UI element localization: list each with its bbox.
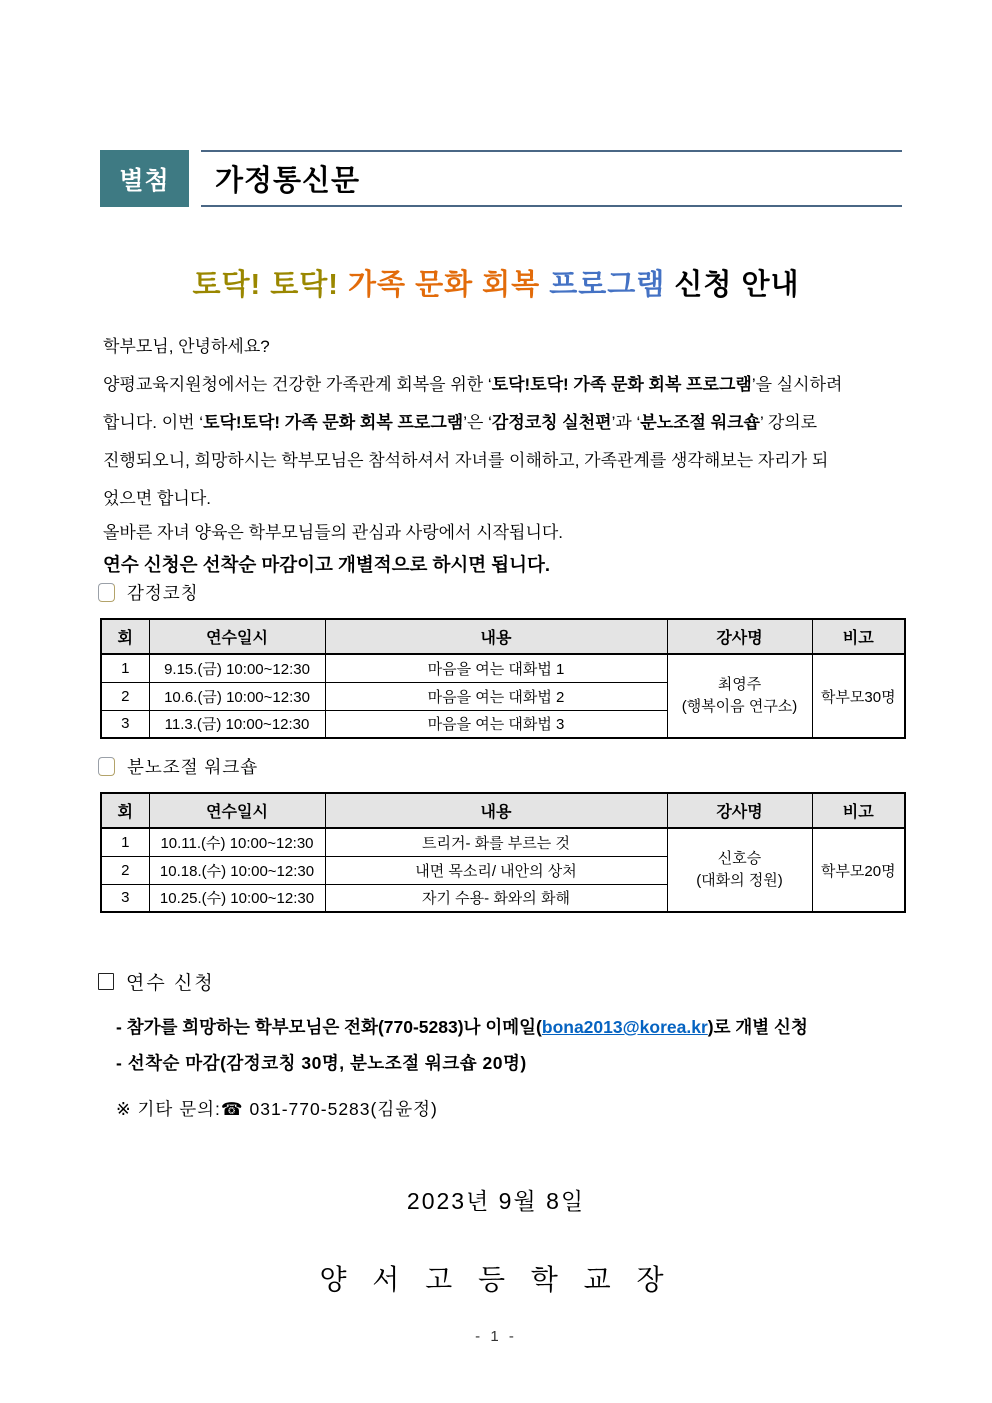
body-line-1: [103, 328, 912, 366]
body-line-6-text: 올바른 자녀 양육은 학부모님들의 관심과 사랑에서 시작됩니다.: [103, 523, 564, 542]
table-cell: 2: [101, 682, 149, 710]
instructor-name: 신호승: [717, 850, 762, 867]
apply-line-seg-a: - 참가를 희망하는 학부모님은 전화(770-5283)나 이메일(: [116, 1017, 542, 1037]
instructor-org: (행복이음 연구소): [681, 698, 798, 715]
body-text: [103, 328, 912, 582]
col-header-instructor: 강사명: [667, 793, 812, 828]
contact-note-text: ※ 기타 문의:☎ 031-770-5283(김윤정): [116, 1099, 438, 1119]
table-row: [101, 654, 905, 682]
table-cell: 11.3.(금) 10:00~12:30: [149, 710, 325, 738]
table-cell: 10.18.(수) 10:00~12:30: [149, 856, 325, 884]
email-link[interactable]: bona2013@korea.kr: [541, 1017, 708, 1037]
note-cell: 학부모20명: [812, 828, 905, 912]
col-header-instructor: 강사명: [667, 619, 812, 654]
body-line-1-text: 학부모님, 안녕하세요?: [103, 337, 270, 356]
body-line-7: [103, 548, 912, 582]
table-cell: 마음을 여는 대화법 3: [325, 710, 667, 738]
table-cell: 1: [101, 828, 149, 856]
title-part-orange: 가족 문화 회복: [348, 269, 550, 301]
body-line-4-text: 진행되오니, 희망하시는 학부모님은 참석하셔서 자녀를 이해하고, 가족관계를 생각해보는 자리가 되: [103, 451, 829, 470]
table-cell: 10.6.(금) 10:00~12:30: [149, 682, 325, 710]
body-line-3-seg-c: ’은 ‘: [463, 413, 492, 432]
page-number: - 1 -: [475, 1328, 517, 1345]
col-header-datetime: 연수일시: [149, 793, 325, 828]
anger-workshop-table: [100, 792, 906, 913]
checkbox-icon: [98, 583, 115, 602]
instructor-org: (대화의 정원): [696, 872, 783, 889]
checkbox-icon: [98, 757, 115, 776]
table-cell: 2: [101, 856, 149, 884]
section-emotion-coaching: [98, 580, 199, 605]
instructor-name: 최영주: [717, 676, 762, 693]
col-header-datetime: 연수일시: [149, 619, 325, 654]
header-title-band: [201, 150, 902, 207]
title-part-olive: 토닥! 토닥!: [192, 269, 348, 301]
page-title: [0, 262, 992, 303]
table-cell: 10.11.(수) 10:00~12:30: [149, 828, 325, 856]
table-header-row: [101, 793, 905, 828]
body-line-2-seg-bold: 토닥!토닥! 가족 문화 회복 프로그램: [491, 375, 752, 394]
col-header-content: 내용: [325, 619, 667, 654]
emotion-coaching-table: [100, 618, 906, 739]
body-line-2-seg-a: 양평교육지원청에서는 건강한 가족관계 회복을 위한 ‘: [103, 375, 492, 394]
apply-line-seg-b: )로 개별 신청: [707, 1017, 808, 1037]
table-cell: 트리거- 화를 부르는 것: [325, 828, 667, 856]
body-line-3-seg-bold3: 분노조절 워크숍: [640, 413, 760, 432]
apply-capacity-line: - 선착순 마감(감정코칭 30명, 분노조절 워크숍 20명): [116, 1053, 527, 1073]
body-line-2-seg-c: ’을 실시하려: [751, 375, 843, 394]
table-cell: 마음을 여는 대화법 2: [325, 682, 667, 710]
instructor-cell: [667, 654, 812, 738]
apply-instruction-line: [116, 1014, 808, 1039]
body-line-5: [103, 480, 912, 518]
body-line-5-text: 었으면 합니다.: [103, 489, 211, 508]
section-apply-label: 연수 신청: [126, 973, 215, 994]
table-cell: 1: [101, 654, 149, 682]
body-line-4: [103, 442, 912, 480]
document-date: 2023년 9월 8일: [406, 1188, 586, 1214]
body-line-2: [103, 366, 912, 404]
title-part-black: 신청 안내: [665, 269, 800, 301]
title-part-blue: 프로그램: [549, 269, 666, 301]
table-cell: 9.15.(금) 10:00~12:30: [149, 654, 325, 682]
col-header-note: 비고: [812, 619, 905, 654]
attachment-badge: 별첨: [100, 150, 189, 207]
col-header-session: 회: [101, 619, 149, 654]
table-cell: 자기 수용- 화와의 화해: [325, 884, 667, 912]
table-cell: 마음을 여는 대화법 1: [325, 654, 667, 682]
instructor-cell: [667, 828, 812, 912]
table-row: [101, 828, 905, 856]
body-line-3-seg-bold2: 감정코칭 실천편: [491, 413, 612, 432]
table-header-row: [101, 619, 905, 654]
section-emotion-label: 감정코칭: [127, 583, 199, 603]
body-line-3-seg-bold1: 토닥!토닥! 가족 문화 회복 프로그램: [203, 413, 464, 432]
header-title: 가정통신문: [215, 165, 361, 197]
document-header: [100, 150, 902, 207]
col-header-session: 회: [101, 793, 149, 828]
note-cell: 학부모30명: [812, 654, 905, 738]
body-line-3-seg-a: 합니다. 이번 ‘: [103, 413, 204, 432]
body-line-3-seg-e: ’과 ‘: [611, 413, 641, 432]
body-line-3-seg-g: ’ 강의로: [759, 413, 818, 432]
table-cell: 10.25.(수) 10:00~12:30: [149, 884, 325, 912]
body-line-3: [103, 404, 912, 442]
body-line-7-text: 연수 신청은 선착순 마감이고 개별적으로 하시면 됩니다.: [103, 554, 551, 575]
table-cell: 3: [101, 884, 149, 912]
contact-note: [116, 1096, 438, 1121]
principal-signature: 양 서 고 등 학 교 장: [319, 1264, 673, 1295]
col-header-note: 비고: [812, 793, 905, 828]
table-cell: 3: [101, 710, 149, 738]
body-line-6: [103, 518, 912, 548]
section-anger-workshop: [98, 754, 258, 779]
section-apply: [98, 968, 215, 995]
section-anger-label: 분노조절 워크숍: [127, 757, 259, 777]
table-cell: 내면 목소리/ 내안의 상처: [325, 856, 667, 884]
checkbox-icon: [98, 973, 114, 990]
col-header-content: 내용: [325, 793, 667, 828]
